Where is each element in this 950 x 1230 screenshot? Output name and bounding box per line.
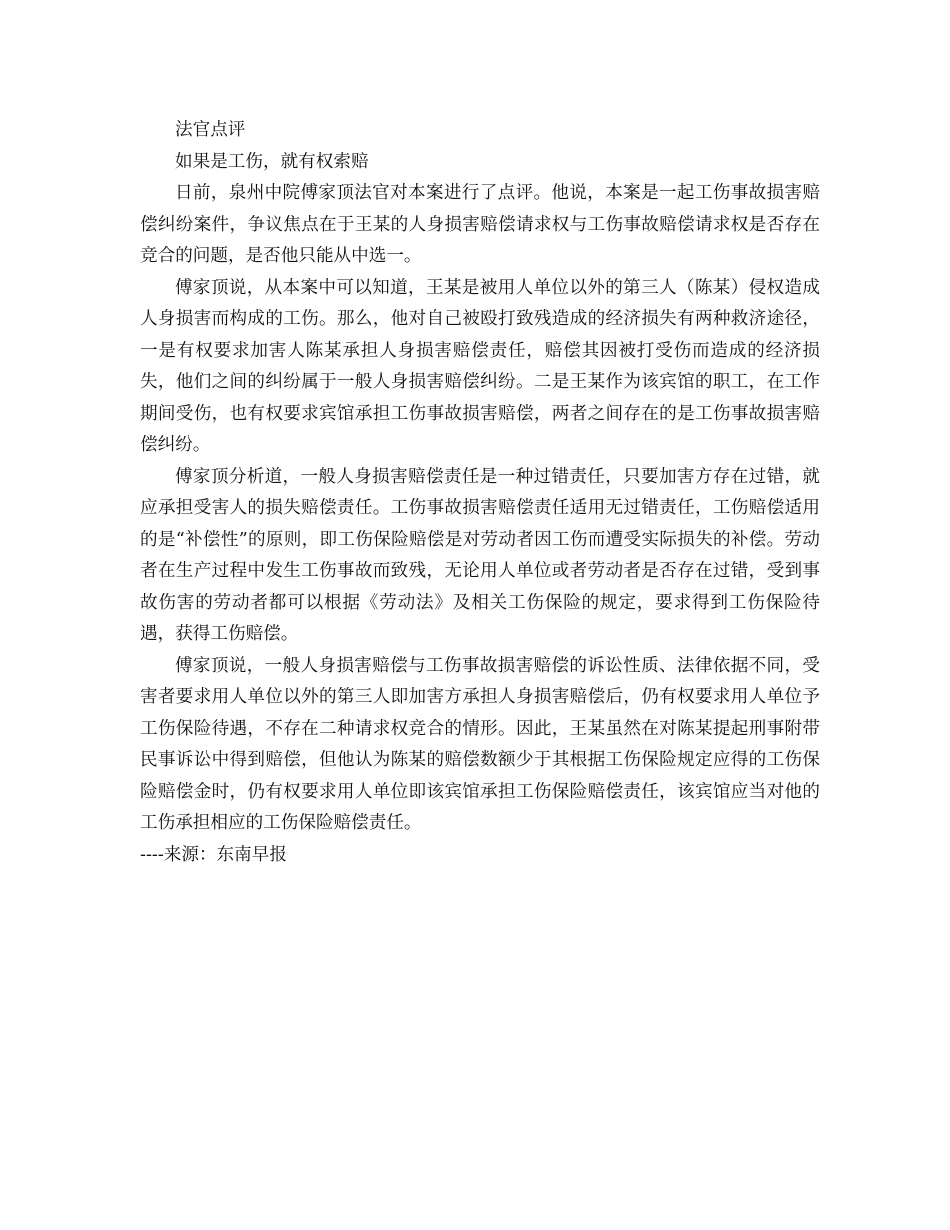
paragraph-1: 日前，泉州中院傅家顶法官对本案进行了点评。他说，本案是一起工伤事故损害赔偿纠纷案件，争议焦点在于王某的人身损害赔偿请求权与工伤事故赔偿请求权是否存在竞合的问题，是否他只能从中选一。 bbox=[140, 183, 820, 266]
paragraph-4: 傅家顶说，一般人身损害赔偿与工伤事故损害赔偿的诉讼性质、法律依据不同，受害者要求用人单位以外的第三人即加害方承担人身损害赔偿后，仍有权要求用人单位予工伤保险待遇，不存在二种请求权竞合的情形。因此，王某虽然在对陈某提起刑事附带民事诉讼中得到赔偿，但他认为陈某的赔偿数额少于其根据工伤保险规定应得的工伤保险赔偿金时，仍有权要求用人单位即该宾馆承担工伤保险赔偿责任，该宾馆应当对他的工伤承担相应的工伤保险赔偿责任。 bbox=[140, 655, 820, 833]
paragraph-2: 傅家顶说，从本案中可以知道，王某是被用人单位以外的第三人（陈某）侵权造成人身损害而构成的工伤。那么，他对自己被殴打致残造成的经济损失有两种救济途径，一是有权要求加害人陈某承担人身损害赔偿责任，赔偿其因被打受伤而造成的经济损失，他们之间的纠纷属于一般人身损害赔偿纠纷。二是王某作为该宾馆的职工，在工作期间受伤，也有权要求宾馆承担工伤事故损害赔偿，两者之间存在的是工伤事故损害赔偿纠纷。 bbox=[140, 277, 820, 455]
paragraph-3: 傅家顶分析道，一般人身损害赔偿责任是一种过错责任，只要加害方存在过错，就应承担受害人的损失赔偿责任。工伤事故损害赔偿责任适用无过错责任，工伤赔偿适用的是“补偿性”的原则，即工伤保险赔偿是对劳动者因工伤而遭受实际损失的补偿。劳动者在生产过程中发生工伤事故而致残，无论用人单位或者劳动者是否存在过错，受到事故伤害的劳动者都可以根据《劳动法》及相关工伤保险的规定，要求得到工伤保险待遇，获得工伤赔偿。 bbox=[140, 466, 820, 644]
document-subtitle: 如果是工伤，就有权索赔 bbox=[175, 151, 369, 172]
document-body bbox=[140, 115, 820, 871]
document-title: 法官点评 bbox=[175, 120, 246, 140]
source-line: ----来源：东南早报 bbox=[140, 844, 287, 865]
